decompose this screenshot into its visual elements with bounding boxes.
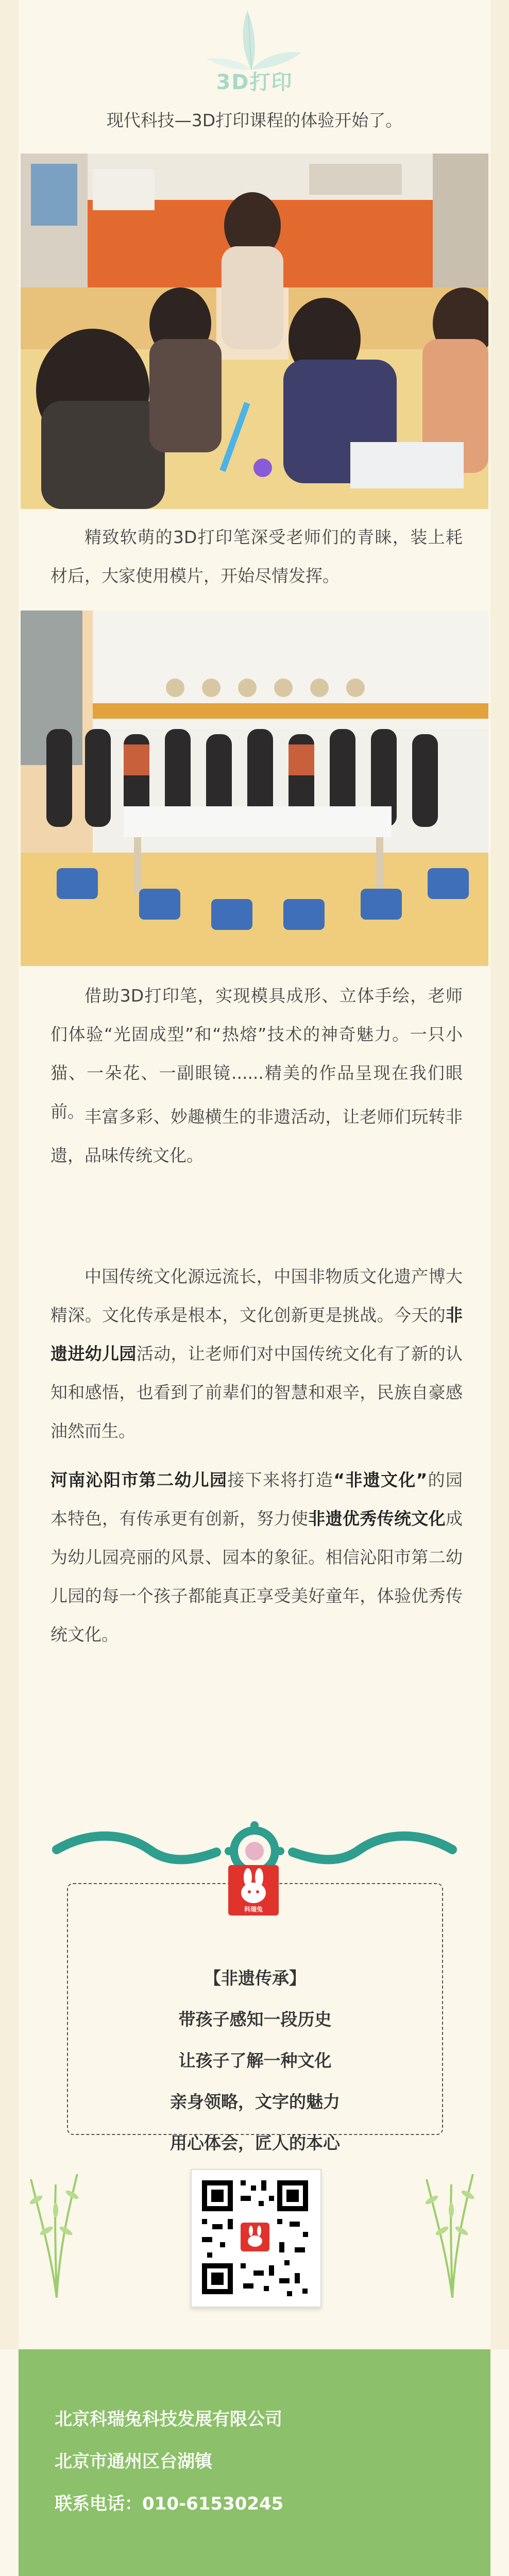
photo-group-classroom xyxy=(21,611,488,966)
paragraph-2: 借助3D打印笔，实现模具成形、立体手绘，老师们体验“光固成型”和“热熔”技术的神奇魅力。一只小猫、一朵花、一副眼镜......精美的作品呈现在我们眼前。 xyxy=(50,986,463,1122)
footer-contact xyxy=(55,2398,283,2525)
section-title: 3D打印 xyxy=(216,71,293,94)
photo-teachers-3d-pens xyxy=(21,154,488,509)
paragraph-4-highlight: 非遗进幼儿园 xyxy=(50,1305,463,1364)
leaf-decoration-icon xyxy=(191,5,314,72)
grass-right-icon xyxy=(416,2164,488,2298)
paragraph-5-kindergarten: 河南沁阳市第二幼儿园 xyxy=(50,1470,228,1490)
intro-text: 现代科技—3D打印课程的体验开始了。 xyxy=(106,110,403,130)
paragraph-3: 丰富多彩、妙趣横生的非遗活动，让老师们玩转非遗，品味传统文化。 xyxy=(50,1107,463,1165)
brand-logo-icon xyxy=(228,1865,279,1916)
paragraph-4 xyxy=(50,1257,463,1450)
card-line: 亲身领略，文字的魅力 xyxy=(170,2092,340,2112)
paragraph-5-text-d: 的园本特色，有传承更有创新，努力使 xyxy=(50,1470,463,1529)
paragraph-5-text-b: 接下来将打造 xyxy=(227,1470,334,1490)
right-margin-band xyxy=(490,0,509,2349)
paragraph-5-culture: “非遗文化” xyxy=(333,1470,428,1490)
card-lines xyxy=(67,1958,443,2164)
paragraph-4-text-a: 中国传统文化源远流长，中国非物质文化遗产博大精深。文化传承是根本，文化创新更是挑战。今天的 xyxy=(50,1266,463,1325)
card-line-heading: 【非遗传承】 xyxy=(204,1968,306,1988)
paragraph-1: 精致软萌的3D打印笔深受老师们的青睐，装上耗材后，大家使用模片，开始尽情发挥。 xyxy=(50,527,463,586)
company-address: 北京市通州区台湖镇 xyxy=(55,2451,212,2472)
card-line: 让孩子了解一种文化 xyxy=(178,2050,332,2071)
paragraph-5-heritage: 非遗优秀传统文化 xyxy=(308,1509,446,1529)
qr-code[interactable] xyxy=(191,2169,321,2308)
company-phone[interactable]: 联系电话：010-61530245 xyxy=(55,2494,284,2514)
card-line: 用心体会，匠人的本心 xyxy=(170,2133,340,2153)
left-margin-band xyxy=(0,0,19,2349)
footer xyxy=(19,2349,490,2576)
grass-left-icon xyxy=(21,2164,93,2298)
section-header xyxy=(0,0,509,144)
paragraph-4-text-c: 活动，让老师们对中国传统文化有了新的认知和感悟，也看到了前辈们的智慧和艰辛，民族自豪感油然而生。 xyxy=(50,1344,463,1441)
paragraph-5 xyxy=(50,1461,463,1654)
company-name: 北京科瑞兔科技发展有限公司 xyxy=(55,2409,282,2430)
brand-logo-text: 科瑞兔 xyxy=(244,1906,263,1913)
card-line: 带孩子感知一段历史 xyxy=(178,2009,332,2029)
paragraph-5-text-f: 成为幼儿园亮丽的风景、园本的象征。相信沁阳市第二幼儿园的每一个孩子都能真正享受美好童年，体验优秀传统文化。 xyxy=(50,1509,463,1645)
